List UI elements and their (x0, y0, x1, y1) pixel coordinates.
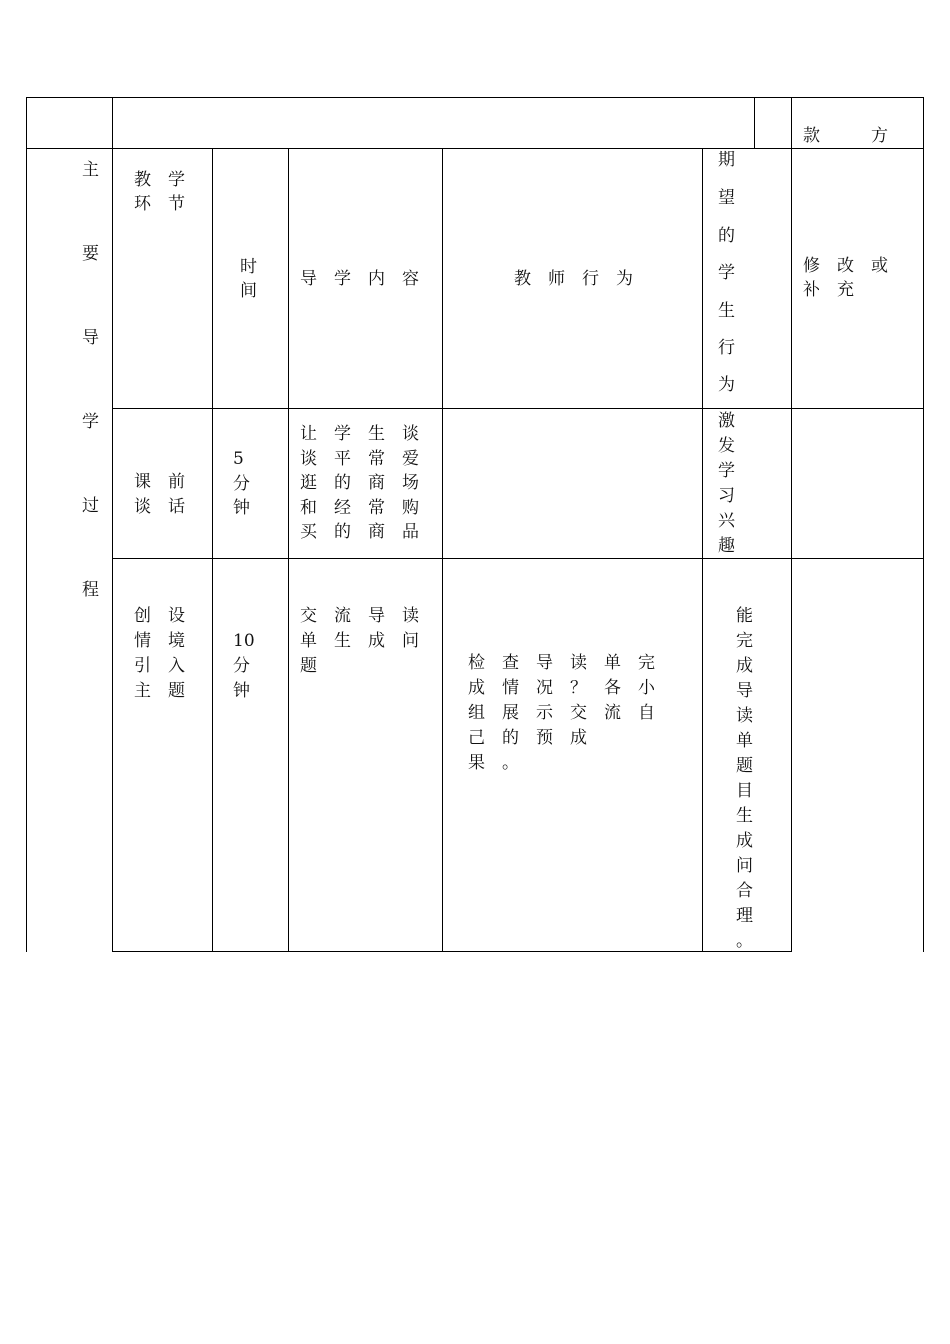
row-stage: 情 境 (134, 631, 185, 651)
row-student: 题 (736, 756, 753, 776)
grid-line (288, 148, 289, 952)
header-time: 间 (240, 281, 257, 301)
row-content: 单 生 成 问 (300, 631, 419, 651)
row-teacher: 果 。 (468, 753, 519, 773)
row-student: 合 (736, 881, 753, 901)
row-content: 题 (300, 656, 317, 676)
row-student: 问 (736, 856, 753, 876)
header-student: 的 (718, 226, 735, 246)
grid-line (112, 97, 113, 952)
row-student: 学 (718, 461, 735, 481)
row-time: 钟 (233, 681, 250, 701)
row-student: 生 (736, 806, 753, 826)
side-label-char: 程 (82, 580, 99, 600)
row-student: 单 (736, 731, 753, 751)
header-student: 望 (718, 188, 735, 208)
side-label-char: 主 (82, 160, 99, 180)
header-content: 导 学 内 容 (300, 269, 419, 289)
grid-line (791, 97, 792, 952)
row-time: 分 (233, 474, 250, 494)
side-label-char: 学 (82, 412, 99, 432)
row-teacher: 组 展 示 交 流 自 (468, 703, 655, 723)
row-stage: 主 题 (134, 681, 185, 701)
row-stage: 课 前 (134, 472, 185, 492)
header-teacher: 教 师 行 为 (514, 269, 633, 289)
row-teacher: 检 查 导 读 单 完 (468, 653, 655, 673)
header-student: 生 (718, 301, 735, 321)
grid-line (26, 97, 27, 952)
row-student: 目 (736, 781, 753, 801)
row-student: 兴 (718, 511, 735, 531)
row-teacher: 己 的 预 成 (468, 728, 587, 748)
row-student: 发 (718, 436, 735, 456)
row-content: 逛 的 商 场 (300, 473, 419, 493)
row-teacher: 成 情 况 ？ 各 小 (468, 678, 655, 698)
row-student: 完 (736, 631, 753, 651)
row-content: 让 学 生 谈 (300, 424, 419, 444)
side-label-char: 要 (82, 244, 99, 264)
grid-line (442, 148, 443, 952)
row-student: 成 (736, 656, 753, 676)
header-student: 为 (718, 375, 735, 395)
side-label-char: 过 (82, 496, 99, 516)
header-student: 学 (718, 263, 735, 283)
header-student: 期 (718, 150, 735, 170)
row-time: 10 (233, 631, 255, 651)
grid-line (112, 558, 924, 559)
row-content: 买 的 商 品 (300, 522, 419, 542)
row-student: 。 (736, 931, 753, 951)
header-student: 行 (718, 338, 735, 358)
header-revise: 修 改 或 (803, 256, 888, 276)
grid-line (702, 148, 703, 952)
grid-line (923, 97, 924, 952)
row-student: 理 (736, 906, 753, 926)
row-time: 分 (233, 656, 250, 676)
row-student: 习 (718, 486, 735, 506)
grid-line (112, 408, 924, 409)
header-time: 时 (240, 257, 257, 277)
row-time: 钟 (233, 498, 250, 518)
row-stage: 引 入 (134, 656, 185, 676)
grid-line (754, 97, 755, 148)
header-stage: 环 节 (134, 194, 185, 214)
row-student: 读 (736, 706, 753, 726)
row-student: 导 (736, 681, 753, 701)
row-content: 和 经 常 购 (300, 498, 419, 518)
row-student: 成 (736, 831, 753, 851)
row-student: 能 (736, 606, 753, 626)
row-content: 交 流 导 读 (300, 606, 419, 626)
grid-line (26, 97, 924, 98)
grid-line (112, 951, 792, 952)
row-stage: 创 设 (134, 606, 185, 626)
header-revise: 补 充 (803, 280, 854, 300)
side-label-char: 导 (82, 328, 99, 348)
grid-line (26, 148, 924, 149)
row-content: 谈 平 常 爱 (300, 449, 419, 469)
header-right-label: 款 方 (803, 126, 888, 146)
row-student: 趣 (718, 536, 735, 556)
row-student: 激 (718, 411, 735, 431)
row-stage: 谈 话 (134, 497, 185, 517)
header-stage: 教 学 (134, 170, 185, 190)
grid-line (212, 148, 213, 952)
row-time: 5 (233, 449, 244, 469)
